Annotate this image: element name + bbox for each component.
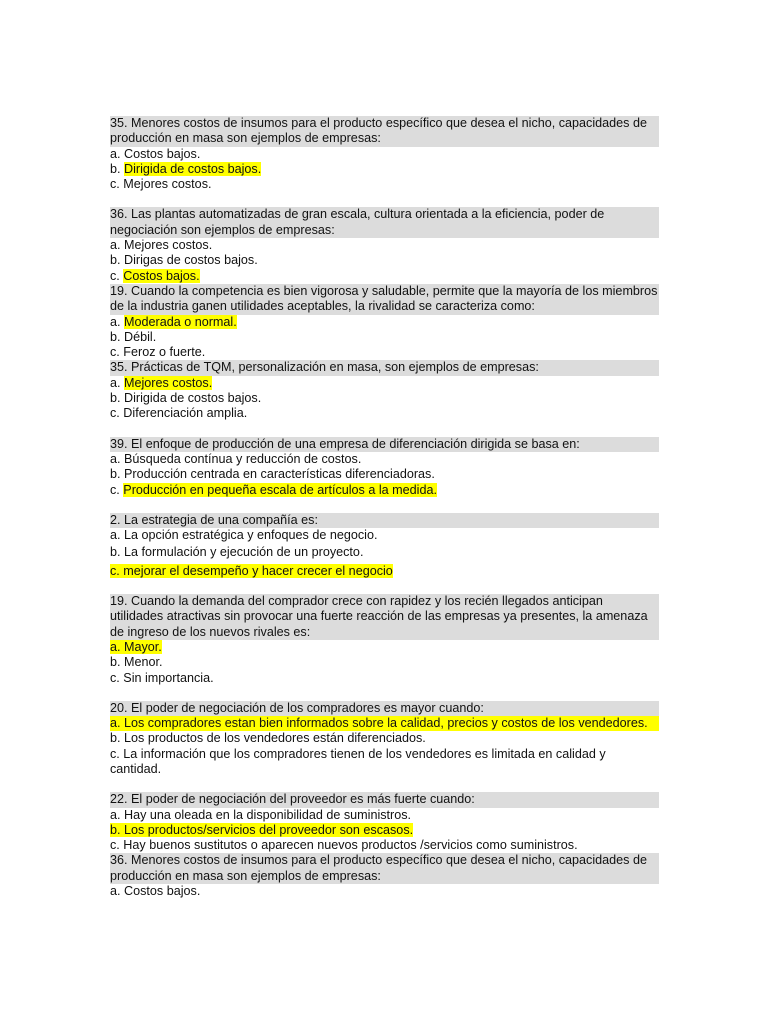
question-block: [110, 207, 659, 283]
question-block: [110, 701, 659, 777]
question-text: 19. Cuando la competencia es bien vigorosa y saludable, permite que la mayoría de los miembros de la industria ganen utilidades aceptables, la rivalidad se caracteriza como:: [110, 283, 658, 314]
question-block: [110, 437, 659, 498]
option-a: a. Hay una oleada en la disponibilidad de suministros.: [110, 807, 412, 822]
option-c-highlighted: c. mejorar el desempeño y hacer crecer el negocio: [110, 563, 393, 578]
option-b: b. Producción centrada en características diferenciadoras.: [110, 467, 435, 482]
question-block: [110, 853, 659, 899]
option-a-highlighted: a. Mejores costos.: [110, 375, 213, 390]
option-c: c. La información que los compradores tienen de los vendedores es limitada en calidad y cantidad.: [110, 746, 606, 776]
option-c: c. Diferenciación amplia.: [110, 406, 248, 421]
question-text: 36. Menores costos de insumos para el producto específico que desea el nicho, capacidades de producción en masa son ejemplos de empresas:: [110, 853, 659, 884]
option-c-highlighted: c. Producción en pequeña escala de artículos a la medida.: [110, 482, 437, 497]
question-text: 20. El poder de negociación de los compradores es mayor cuando:: [110, 701, 659, 716]
question-text: 35. Menores costos de insumos para el producto específico que desea el nicho, capacidades de producción en masa son ejemplos de empresas:: [110, 116, 659, 147]
option-a: a. La opción estratégica y enfoques de negocio.: [110, 528, 378, 543]
option-b: b. Dirigas de costos bajos.: [110, 253, 258, 268]
option-b: b. Débil.: [110, 329, 157, 344]
option-b-highlighted: b. Dirigida de costos bajos.: [110, 161, 262, 176]
question-text: 22. El poder de negociación del proveedor es más fuerte cuando:: [110, 792, 659, 807]
option-b: b. Menor.: [110, 655, 163, 670]
question-block: [110, 116, 659, 192]
option-c-highlighted: c. Costos bajos.: [110, 268, 200, 283]
option-a: a. Mejores costos.: [110, 238, 213, 253]
question-text: 36. Las plantas automatizadas de gran escala, cultura orientada a la eficiencia, poder de negociación son ejemplos de empresas:: [110, 207, 659, 238]
option-a-highlighted: a. Moderada o normal.: [110, 314, 237, 329]
option-c: c. Hay buenos sustitutos o aparecen nuevos productos /servicios como suministros.: [110, 838, 578, 853]
question-text: 19. Cuando la demanda del comprador crece con rapidez y los recién llegados anticipan utilidades atractivas sin provocar una fuerte reacción de las empresas ya presentes, la amenaza de ingreso de los nuevos rivales es:: [110, 594, 659, 640]
question-text: 2. La estrategia de una compañía es:: [110, 513, 659, 528]
option-a: a. Costos bajos.: [110, 884, 201, 899]
option-c: c. Sin importancia.: [110, 670, 214, 685]
question-text: 39. El enfoque de producción de una empresa de diferenciación dirigida se basa en:: [110, 437, 659, 452]
question-block: [110, 513, 659, 579]
question-text: 35. Prácticas de TQM, personalización en masa, son ejemplos de empresas:: [110, 360, 659, 375]
question-block: [110, 792, 659, 853]
option-b: b. Dirigida de costos bajos.: [110, 391, 262, 406]
option-a-highlighted: a. Mayor.: [110, 639, 162, 654]
option-a-highlighted: a. Los compradores estan bien informados sobre la calidad, precios y costos de los vendedores.: [110, 716, 659, 731]
question-block: [110, 594, 659, 686]
option-a: a. Búsqueda contínua y reducción de costos.: [110, 451, 362, 466]
option-a: a. Costos bajos.: [110, 146, 201, 161]
option-b: b. Los productos de los vendedores están diferenciados.: [110, 731, 426, 746]
question-block: [110, 284, 659, 360]
question-block: [110, 360, 659, 421]
option-c: c. Feroz o fuerte.: [110, 345, 206, 360]
option-c: c. Mejores costos.: [110, 177, 212, 192]
option-b: b. La formulación y ejecución de un proyecto.: [110, 545, 364, 560]
option-b-highlighted: b. Los productos/servicios del proveedor son escasos.: [110, 822, 414, 837]
document-page: [110, 116, 659, 899]
